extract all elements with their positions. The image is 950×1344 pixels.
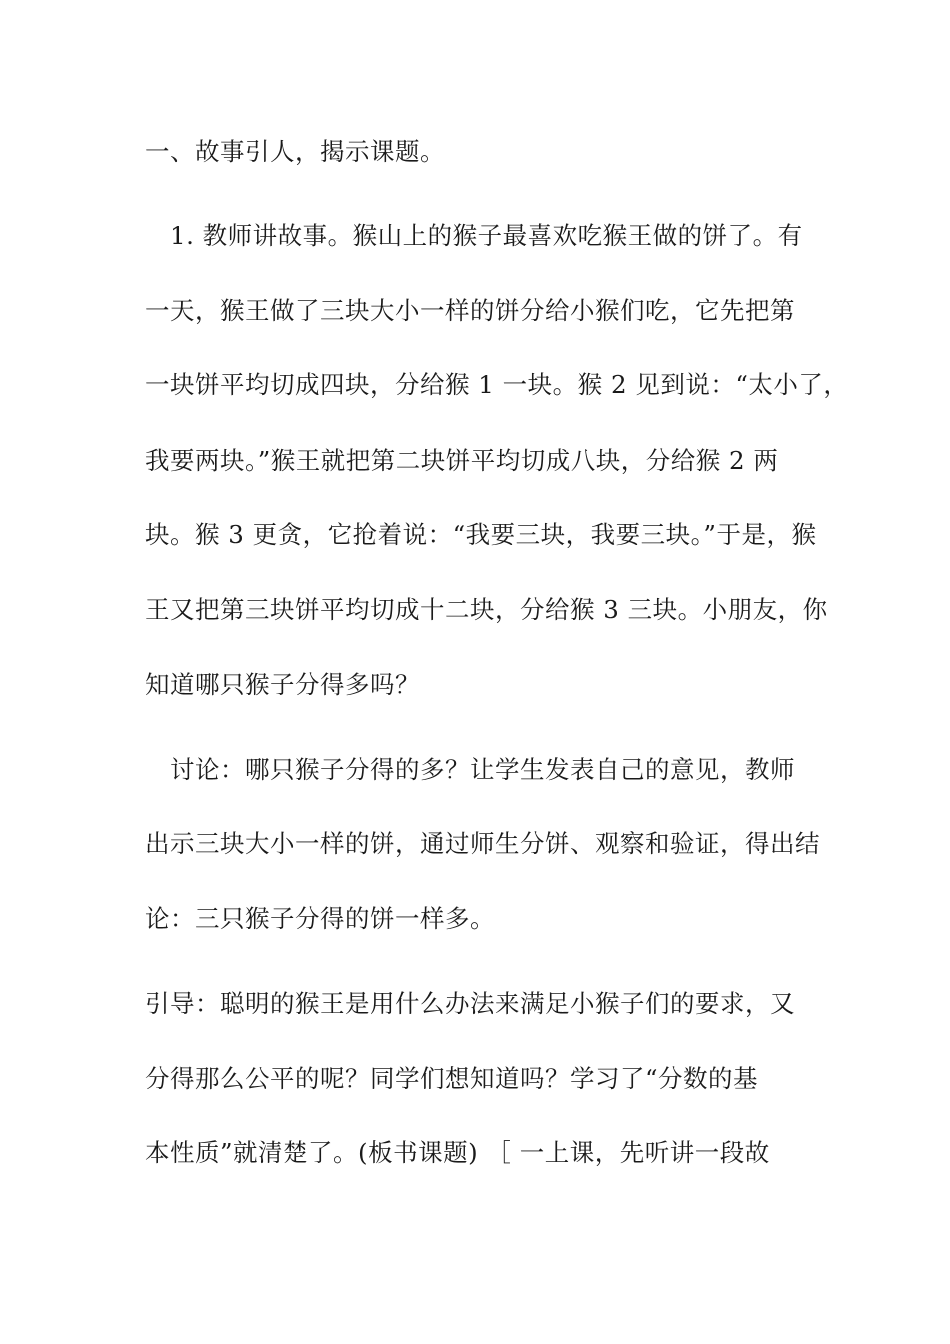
paragraph-line: 讨论：哪只猴子分得的多？让学生发表自己的意见，教师 (170, 755, 795, 784)
section-heading: 一、故事引人，揭示课题。 (145, 137, 445, 166)
paragraph-line: 本性质”就清楚了。(板书课题) ［ 一上课，先听讲一段故 (145, 1138, 770, 1167)
paragraph-line: 分得那么公平的呢？同学们想知道吗？学习了“分数的基 (145, 1064, 759, 1093)
paragraph-line: 我要两块。”猴王就把第二块饼平均切成八块，分给猴 2 两 (145, 446, 779, 475)
paragraph-line: 王又把第三块饼平均切成十二块，分给猴 3 三块。小朋友，你 (145, 595, 828, 624)
paragraph-line: 出示三块大小一样的饼，通过师生分饼、观察和验证，得出结 (145, 829, 820, 858)
paragraph-line: 一天，猴王做了三块大小一样的饼分给小猴们吃，它先把第 (145, 296, 795, 325)
paragraph-line: 1. 教师讲故事。猴山上的猴子最喜欢吃猴王做的饼了。有 (170, 221, 803, 250)
paragraph-line: 知道哪只猴子分得多吗？ (145, 670, 420, 699)
paragraph-line: 一块饼平均切成四块，分给猴 1 一块。猴 2 见到说：“太小了， (145, 370, 849, 399)
paragraph-line: 块。猴 3 更贪，它抢着说：“我要三块，我要三块。”于是，猴 (145, 520, 817, 549)
paragraph-line: 论：三只猴子分得的饼一样多。 (145, 904, 495, 933)
paragraph-line: 引导：聪明的猴王是用什么办法来满足小猴子们的要求，又 (145, 989, 795, 1018)
